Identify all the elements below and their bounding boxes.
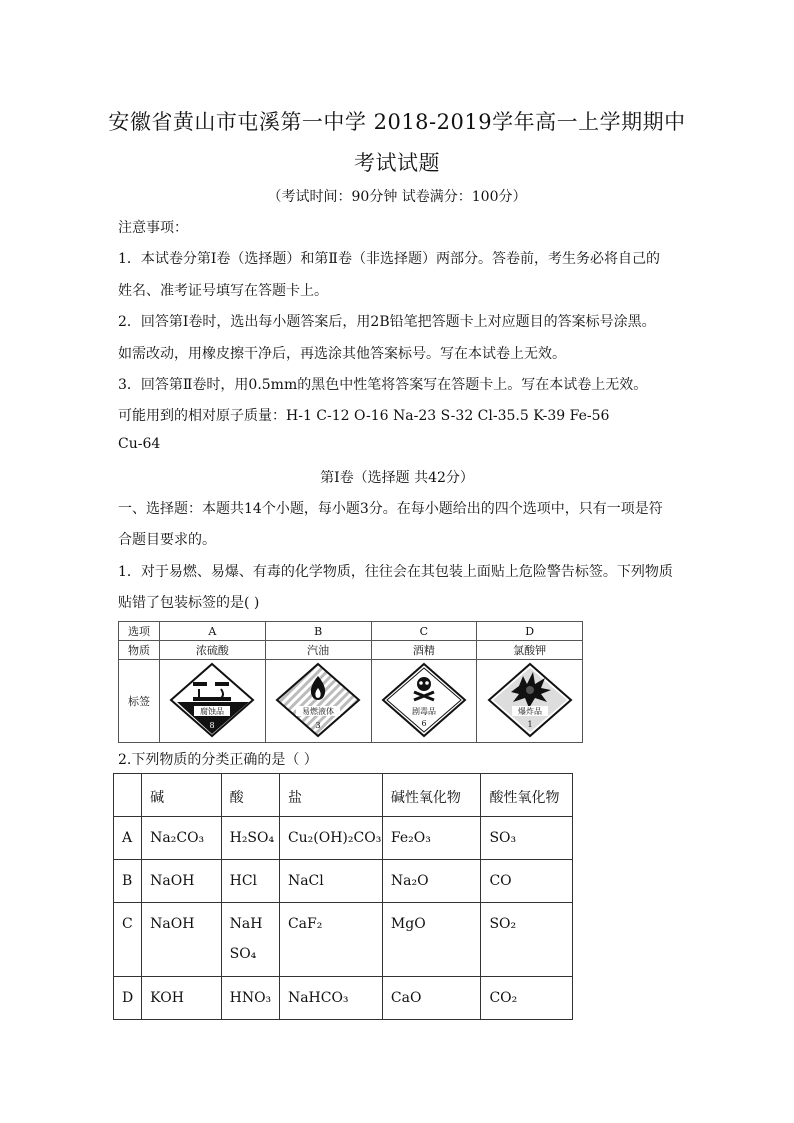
basic-oxide-cell: Na₂O xyxy=(382,860,481,903)
note-line: 如需改动，用橡皮擦干净后，再选涂其他答案标号。写在本试卷上无效。 xyxy=(118,346,566,362)
acidic-oxide-cell: CO₂ xyxy=(481,977,573,1020)
table-row xyxy=(114,903,573,977)
acid-cell: HNO₃ xyxy=(221,977,279,1020)
acidic-oxide-cell: SO₃ xyxy=(481,817,573,860)
note-line: 姓名、准考证号填写在答题卡上。 xyxy=(118,283,328,299)
corrosive-hazard-icon xyxy=(169,662,255,738)
header-cell: 酸性氧化物 xyxy=(481,774,573,817)
row-label: 物质 xyxy=(119,641,160,660)
notes-heading: 注意事项： xyxy=(118,220,188,236)
title-line-1: 安徽省黄山市屯溪第一中学 2018-2019学年高一上学期期中 xyxy=(108,110,686,134)
label-text: 腐蚀品 xyxy=(200,706,225,716)
label-class-number: 1 xyxy=(527,719,533,729)
atomic-masses-cont: Cu-64 xyxy=(118,436,161,452)
header-cell: 盐 xyxy=(279,774,382,817)
acid-cell-text: NaHSO₄ xyxy=(229,916,263,962)
acid-cell: H₂SO₄ xyxy=(221,817,279,860)
base-cell: KOH xyxy=(142,977,221,1020)
acid-cell: HCl xyxy=(221,860,279,903)
acidic-oxide-cell: SO₂ xyxy=(481,903,573,977)
option-key: D xyxy=(477,622,583,641)
header-cell: 碱性氧化物 xyxy=(382,774,481,817)
explosive-hazard-icon xyxy=(487,662,573,738)
substance: 浓硫酸 xyxy=(160,641,266,660)
table-row xyxy=(114,977,573,1020)
table-row xyxy=(114,860,573,903)
hazard-label-cell xyxy=(160,660,266,743)
section1-intro: 合题目要求的。 xyxy=(118,532,216,548)
section1-intro: 一、选择题：本题共14个小题，每小题3分。在每小题给出的四个选项中，只有一项是符 xyxy=(118,501,663,517)
base-cell: Na₂CO₃ xyxy=(142,817,221,860)
label-text: 剧毒品 xyxy=(411,706,436,716)
hazard-label-table xyxy=(118,621,583,743)
skull-crossbones-icon xyxy=(381,662,467,738)
option-key: B xyxy=(265,622,371,641)
hazard-label-cell xyxy=(265,660,371,743)
label-text: 易燃液体 xyxy=(302,706,335,716)
acidic-oxide-cell: CO xyxy=(481,860,573,903)
row-key: C xyxy=(114,903,142,977)
acid-cell xyxy=(221,903,279,977)
hazard-label-cell xyxy=(477,660,583,743)
label-class-number: 8 xyxy=(209,720,215,730)
salt-cell: Cu₂(OH)₂CO₃ xyxy=(279,817,382,860)
substance: 氯酸钾 xyxy=(477,641,583,660)
note-line: 1．本试卷分第Ⅰ卷（选择题）和第Ⅱ卷（非选择题）两部分。答卷前，考生务必将自己的 xyxy=(118,251,660,267)
question-1-text: 1．对于易燃、易爆、有毒的化学物质，往往会在其包装上面贴上危险警告标签。下列物质 xyxy=(118,564,673,580)
base-cell: NaOH xyxy=(142,903,221,977)
basic-oxide-cell: CaO xyxy=(382,977,481,1020)
note-line: 3．回答第Ⅱ卷时，用0.5mm的黑色中性笔将答案写在答题卡上。写在本试卷上无效。 xyxy=(118,377,648,393)
note-line: 2．回答第Ⅰ卷时，选出每小题答案后，用2B铅笔把答题卡上对应题目的答案标号涂黑。 xyxy=(118,314,656,330)
classification-table xyxy=(113,773,573,1020)
label-class-number: 6 xyxy=(421,718,427,728)
atomic-masses: 可能用到的相对原子质量：H-1 C-12 O-16 Na-23 S-32 Cl-35.5 K-39 Fe-56 xyxy=(118,408,610,424)
salt-cell: NaCl xyxy=(279,860,382,903)
salt-cell: NaHCO₃ xyxy=(279,977,382,1020)
substance: 酒精 xyxy=(371,641,477,660)
header-cell xyxy=(114,774,142,817)
title-line-2: 考试试题 xyxy=(354,151,440,175)
hazard-label-cell xyxy=(371,660,477,743)
exam-info: （考试时间：90分钟 试卷满分：100分） xyxy=(267,189,527,205)
label-text: 爆炸品 xyxy=(517,706,542,716)
basic-oxide-cell: MgO xyxy=(382,903,481,977)
flammable-liquid-icon xyxy=(275,662,361,738)
base-cell: NaOH xyxy=(142,860,221,903)
header-cell: 碱 xyxy=(142,774,221,817)
question-2-text: 2.下列物质的分类正确的是（ ） xyxy=(118,752,318,768)
substance: 汽油 xyxy=(265,641,371,660)
header-cell: 酸 xyxy=(221,774,279,817)
row-label: 标签 xyxy=(119,660,160,743)
row-key: A xyxy=(114,817,142,860)
basic-oxide-cell: Fe₂O₃ xyxy=(382,817,481,860)
table-header-row xyxy=(114,774,573,817)
row-label: 选项 xyxy=(119,622,160,641)
option-key: A xyxy=(160,622,266,641)
salt-cell: CaF₂ xyxy=(279,903,382,977)
part1-heading: 第Ⅰ卷（选择题 共42分） xyxy=(320,470,474,486)
table-row xyxy=(114,817,573,860)
row-key: D xyxy=(114,977,142,1020)
row-key: B xyxy=(114,860,142,903)
question-1-text: 贴错了包装标签的是( ) xyxy=(118,595,260,611)
option-key: C xyxy=(371,622,477,641)
label-class-number: 3 xyxy=(315,720,321,730)
